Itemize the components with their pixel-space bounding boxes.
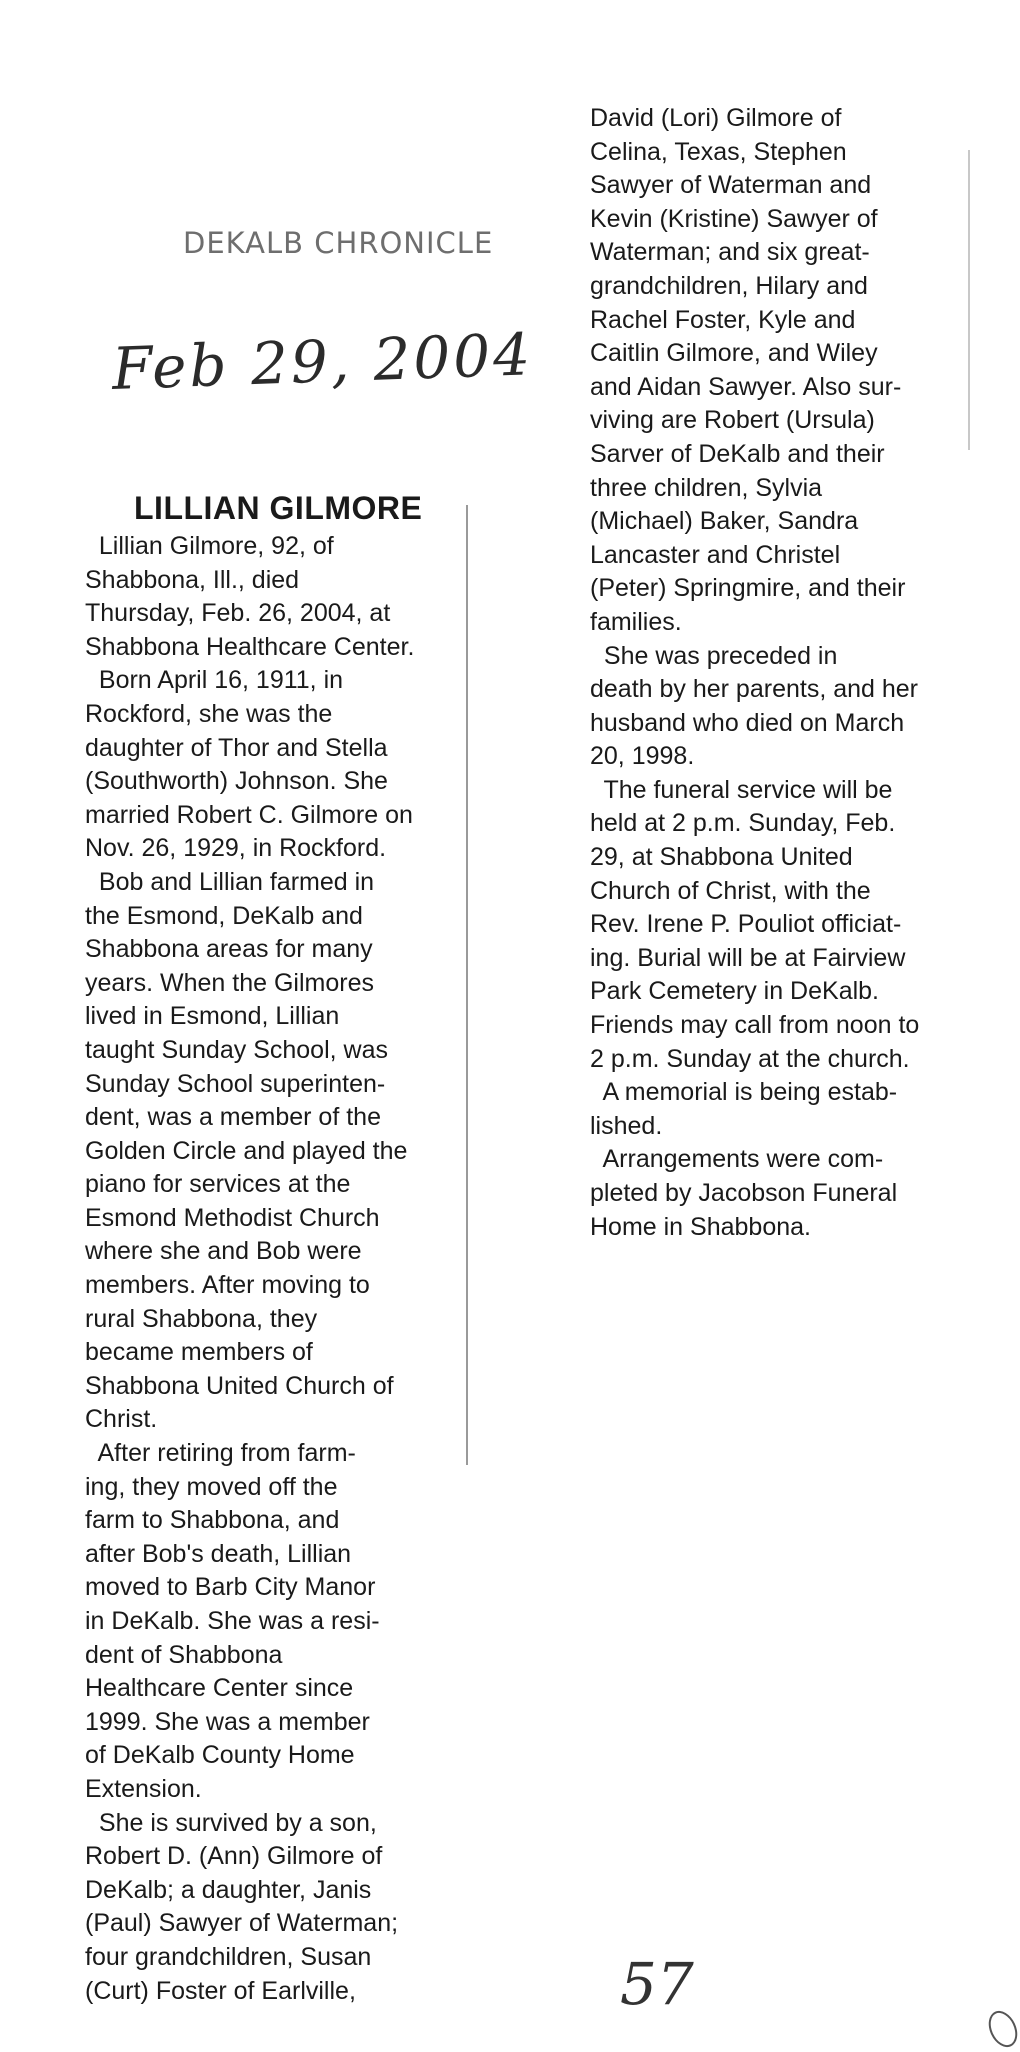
text-line: Celina, Texas, Stephen xyxy=(590,137,847,166)
column-rule-left xyxy=(466,505,468,1465)
obituary-right-column xyxy=(590,102,919,1244)
newspaper-source-stamp: DEKALB CHRONICLE xyxy=(183,226,494,260)
text-line: Church of Christ, with the xyxy=(590,876,871,905)
text-line: ing. Burial will be at Fairview xyxy=(590,943,906,972)
text-line: members. After moving to xyxy=(85,1271,370,1300)
text-line: piano for services at the xyxy=(85,1170,351,1199)
text-line: Born April 16, 1911, in xyxy=(85,666,344,695)
text-line: After retiring from farm- xyxy=(85,1439,356,1468)
handwritten-page-number: 57 xyxy=(620,1950,694,2018)
text-line: Thursday, Feb. 26, 2004, at xyxy=(85,599,391,628)
handwritten-date: Feb 29, 2004 xyxy=(110,320,535,403)
text-line: Waterman; and six great- xyxy=(590,238,870,267)
text-line: DeKalb; a daughter, Janis xyxy=(85,1875,372,1904)
text-line: Rev. Irene P. Pouliot officiat- xyxy=(590,910,902,939)
text-line: Sawyer of Waterman and xyxy=(590,171,872,200)
text-line: Friends may call from noon to xyxy=(590,1011,920,1040)
text-line: after Bob's death, Lillian xyxy=(85,1539,352,1568)
text-line: (Curt) Foster of Earlville, xyxy=(85,1976,356,2005)
text-line: 1999. She was a member xyxy=(85,1707,370,1736)
text-line: (Peter) Springmire, and their xyxy=(590,574,906,603)
text-line: death by her parents, and her xyxy=(590,675,919,704)
corner-pen-mark xyxy=(983,2006,1020,2051)
text-line: held at 2 p.m. Sunday, Feb. xyxy=(590,809,896,838)
text-line: pleted by Jacobson Funeral xyxy=(590,1179,898,1207)
text-line: Lancaster and Christel xyxy=(590,540,841,569)
text-line: moved to Barb City Manor xyxy=(85,1573,376,1602)
text-line: Extension. xyxy=(85,1774,202,1803)
text-line: Caitlin Gilmore, and Wiley xyxy=(590,339,878,368)
text-line: families. xyxy=(590,607,682,636)
text-line: Healthcare Center since xyxy=(85,1674,354,1703)
text-line: Robert D. (Ann) Gilmore of xyxy=(85,1842,383,1871)
text-line: Shabbona Healthcare Center. xyxy=(85,632,415,661)
text-line: Christ. xyxy=(85,1405,158,1434)
text-line: (Southworth) Johnson. She xyxy=(85,767,388,796)
text-line: viving are Robert (Ursula) xyxy=(590,406,875,435)
text-line: Rockford, she was the xyxy=(85,699,333,728)
text-line: three children, Sylvia xyxy=(590,473,823,502)
text-line: Rachel Foster, Kyle and xyxy=(590,305,856,334)
text-line: Bob and Lillian farmed in xyxy=(85,867,375,896)
text-line: Kevin (Kristine) Sawyer of xyxy=(590,204,878,233)
text-line: farm to Shabbona, and xyxy=(85,1506,340,1535)
text-line: She is survived by a son, xyxy=(85,1808,377,1837)
text-line: years. When the Gilmores xyxy=(85,968,374,997)
text-line: the Esmond, DeKalb and xyxy=(85,901,363,930)
text-line: and Aidan Sawyer. Also sur- xyxy=(590,372,902,401)
text-line: Park Cemetery in DeKalb. xyxy=(590,977,880,1006)
text-line: Home in Shabbona. xyxy=(590,1212,811,1241)
text-line: daughter of Thor and Stella xyxy=(85,733,388,762)
text-line: Shabbona areas for many xyxy=(85,935,373,964)
text-line: of DeKalb County Home xyxy=(85,1741,355,1770)
text-line: Shabbona, Ill., died xyxy=(85,565,300,594)
text-line: (Paul) Sawyer of Waterman; xyxy=(85,1909,399,1938)
text-line: Shabbona United Church of xyxy=(85,1371,394,1400)
obituary-left-column xyxy=(85,530,414,2008)
text-line: 20, 1998. xyxy=(590,742,695,771)
text-line: lished. xyxy=(590,1111,663,1140)
text-line: dent, was a member of the xyxy=(85,1103,381,1132)
text-line: 2 p.m. Sunday at the church. xyxy=(590,1044,910,1073)
column-rule-right xyxy=(968,150,970,450)
text-line: husband who died on March xyxy=(590,708,905,737)
text-line: The funeral service will be xyxy=(590,775,893,804)
text-line: Arrangements were com- xyxy=(590,1145,884,1174)
text-line: married Robert C. Gilmore on xyxy=(85,800,413,829)
text-line: Sarver of DeKalb and their xyxy=(590,439,885,468)
text-line: ing, they moved off the xyxy=(85,1472,338,1501)
text-line: She was preceded in xyxy=(590,641,838,670)
text-line: Nov. 26, 1929, in Rockford. xyxy=(85,834,387,863)
text-line: in DeKalb. She was a resi- xyxy=(85,1607,380,1635)
text-line: dent of Shabbona xyxy=(85,1640,283,1669)
obituary-headline: LILLIAN GILMORE xyxy=(134,490,423,526)
text-line: rural Shabbona, they xyxy=(85,1304,318,1333)
text-line: where she and Bob were xyxy=(85,1237,362,1266)
text-line: Sunday School superinten- xyxy=(85,1069,386,1098)
text-line: lived in Esmond, Lillian xyxy=(85,1002,340,1031)
text-line: Lillian Gilmore, 92, of xyxy=(85,532,334,560)
text-line: taught Sunday School, was xyxy=(85,1035,388,1064)
text-line: David (Lori) Gilmore of xyxy=(590,104,842,132)
text-line: (Michael) Baker, Sandra xyxy=(590,507,859,536)
text-line: Esmond Methodist Church xyxy=(85,1203,380,1232)
text-line: became members of xyxy=(85,1338,313,1367)
text-line: A memorial is being estab- xyxy=(590,1078,898,1107)
text-line: four grandchildren, Susan xyxy=(85,1942,372,1971)
text-line: Golden Circle and played the xyxy=(85,1136,408,1165)
text-line: 29, at Shabbona United xyxy=(590,843,853,872)
text-line: grandchildren, Hilary and xyxy=(590,271,868,300)
